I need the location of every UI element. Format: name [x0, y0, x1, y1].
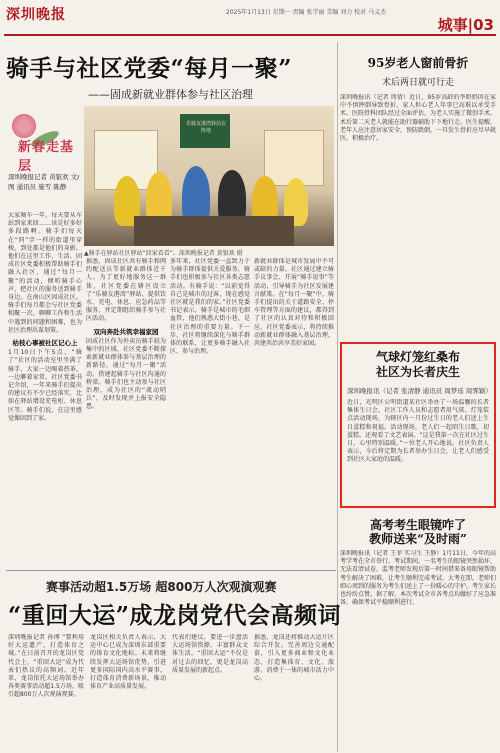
column-logo [8, 108, 80, 174]
lead-byline: 深圳晚报记者 黄银欢 文/图 通讯员 施雪 陈静 [8, 173, 80, 191]
highlight-byline: 深圳晚报讯（记者 张清静 通讯员 周梦瑶 周霁颖） [347, 387, 492, 395]
rb-text: 深圳晚报讯（记者 王菲 实习生 王静）1月11日，今年的高考学考在全市举行。考试期间，一名考生的眼镜突然损坏，无法看清试卷，监考老师发现后第一时间借来备用眼镜帮助考生解决了困难，让考生顺利完成考试。大考在即，老师们细心周到的服务为考生们送上了一份暖心的守护，考生家长也纷纷点赞。据了解，本次考试全市各考点均做好了应急准备，确保考试平稳顺利进行。 [340, 550, 496, 607]
second-column-b [90, 634, 166, 752]
right-subhead: 术后两日就可行走 [381, 78, 454, 88]
second-column-c [172, 634, 248, 752]
paragraph: 深圳晚报记者 孙博 “要利用好大运遗产，打造体育之城。”在日前召开的龙岗区党代会上，“重回大运”成为代表们热议的高频词。近年来，龙岗依托大运场馆举办各类赛事活动超1.5万场，吸引超800万人次观演观赛。 [8, 634, 84, 699]
newspaper-logo: 深圳晚报 [6, 7, 66, 23]
section-subhead: 双向奔赴共筑幸福家园 [93, 327, 159, 336]
paragraph: 新就业群体是城市发展中不可或缺的力量。社区通过建立骑手议事会、开展“骑手说事”等活动，引导骑手为社区发展建言献策。在“每月一聚”中，骑手们提出的关于道路安全、停车管理等方面的建议，都得到了社区的认真对待和积极回应。社区党委表示，将持续推动新就业群体融入基层治理，共建共治共享美好家园。 [254, 258, 334, 348]
lead-photo [84, 106, 334, 246]
masthead-rule [4, 34, 496, 36]
second-kicker: 赛事活动超1.5万场 超800万人次观演观赛 [46, 580, 277, 594]
second-headline: “重回大运”成龙岗党代会高频词 [8, 602, 341, 629]
paragraph: 龙岗区相关负责人表示，大运中心已成为深圳东部重要的体育文化地标。未来将继续发挥大运场馆优势，引进更多国际国内高水平赛事，打造体育消费新场景，推动体育产业高质量发展。 [90, 634, 166, 691]
rb-title-line2: 教师送来“及时雨” [369, 532, 467, 546]
second-column-d [254, 634, 334, 752]
paragraph: 多年来，社区党委一直致力于为骑手群体提供关爱服务，骑手们也积极参与社区各类志愿活动。有骑手说：“以前觉得自己是城市的过客，现在感觉社区就是我们的家。”社区党委书记表示，骑手是城市的毛细血管，他们熟悉大街小巷，是社区治理的重要力量。下一步，社区将继续深化与骑手群体的联系，让更多骑手融入社区、参与治理。 [170, 258, 250, 356]
lead-headline: 骑手与社区党委“每月一聚” [6, 55, 292, 82]
lead-column-a [8, 212, 82, 556]
paragraph: 1月10日下午5点，“骑了”社区的活动室里坐满了骑手，大家一边喝着热茶，一边聊着家常。社区党委书记介绍，一年来骑手们提出的建议有不少已经落实，比如在驿站增设充电柜、休息区等。骑手们说，在这里感觉像回到了家。 [8, 349, 82, 422]
second-column-a [8, 634, 84, 752]
issue-info: 2025年1月13日 星期一 责编 张学丽 美编 刘力 校对 马义杰 [226, 9, 387, 16]
lead-column-b [86, 258, 166, 558]
paragraph: 据悉，固成社区共有骑手和网约配送员等新就业群体近千人。为了更好地服务这一群体，社区党委在辖区设立了“乐骑友港湾”驿站，提供饮水、充电、休息、应急药品等服务，并定期组织骑手参与社区活动。 [86, 258, 166, 323]
station-sign-text: 乐骑友港湾驿站在阵地 [185, 121, 226, 134]
rb-title-line1: 高考考生眼镜咋了 [369, 518, 466, 532]
column-divider [337, 42, 338, 752]
highlighted-article [340, 342, 496, 508]
masthead [0, 0, 500, 40]
highlight-title-line2: 社区为长者庆生 [375, 365, 460, 379]
right-bottom-article [340, 518, 496, 753]
highlight-title-line1: 气球灯笼红桑布 [375, 350, 460, 364]
lead-column-d [254, 258, 334, 558]
right-headline: 95岁老人窗前骨折 [367, 56, 469, 70]
highlight-text: 近日，光明区公明街道某社区举办了一场温馨的长者集体生日会。社区工作人员和志愿者用气球、灯笼装点活动现场，为辖区内一月份过生日的老人们送上生日蛋糕和祝福。活动现场，老人们一起唱生日歌、切蛋糕，还观看了文艺表演。“这是我第一次在社区过生日，心里特别温暖。”一位老人开心地说。社区负责人表示，今后将定期为长者举办生日会，让老人们感受到社区大家庭的温暖。 [347, 399, 489, 464]
table [134, 216, 294, 246]
paragraph: 据悉，龙岗还将推动大运片区综合开发，完善周边交通配套，引入更多商业和文化业态，打造集体育、文化、旅游、消费于一体的城市活力中心。 [254, 634, 334, 683]
right-article: 深圳晚报讯（记者 周倩）近日，95岁高龄的李奶奶因在家中不慎摔倒导致骨折，家人担心老人年事已高难以承受手术。医院骨科团队经过全面评估，为老人实施了微创手术，术后第二天老人就能在助行器辅助下下地行走。医生提醒，老年人应注意居家安全，预防跌倒，一旦发生骨折应尽早就医，积极治疗。 [340, 94, 496, 143]
section-divider [6, 570, 336, 571]
section-label: 城事|03 [437, 16, 494, 34]
column-name: 新春走基层 [18, 140, 75, 174]
lead-subhead: ——固成新就业群体参与社区治理 [88, 88, 253, 101]
paragraph: 大家骑车一年，每天要从车站到家来回……该是好多好多段路啊。骑手们每天在“同”字一样的街道里穿梭，到处都是他们的身影，他们在这里工作、生活。固成社区党委积极帮助骑手们融入社区，通过“每月一聚”的活动，倾听骑手心声，把社区的服务送到骑手身边。在南山区固成社区，骑手们每月都会与社区党委相聚一次，聊聊工作和生活中遇到的问题和困难，也为社区治理出谋划策。 [8, 212, 82, 334]
lead-column-c [170, 258, 250, 558]
paragraph: 固成社区作为外卖员骑手较为集中的区域，社区党委不断探索新就业群体参与基层治理的新路径，通过“每月一聚”活动，搭建起骑手与社区沟通的桥梁。骑手们也主动参与社区治理，成为社区的“流动哨兵”，及时发现并上报安全隐患。 [86, 337, 166, 411]
paragraph: 代表们建议，要进一步盘活大运场馆资源，丰富群众文体生活。“重回大运”不仅是对过去的回忆，更是龙岗高质量发展的新起点。 [172, 634, 248, 674]
section-subhead: 枯枝心事被社区记心上 [12, 339, 78, 348]
photo-caption: ▲骑手在驿站社区驿站“回家看看”。深圳晚报记者 黄银欢 摄 [84, 250, 243, 257]
